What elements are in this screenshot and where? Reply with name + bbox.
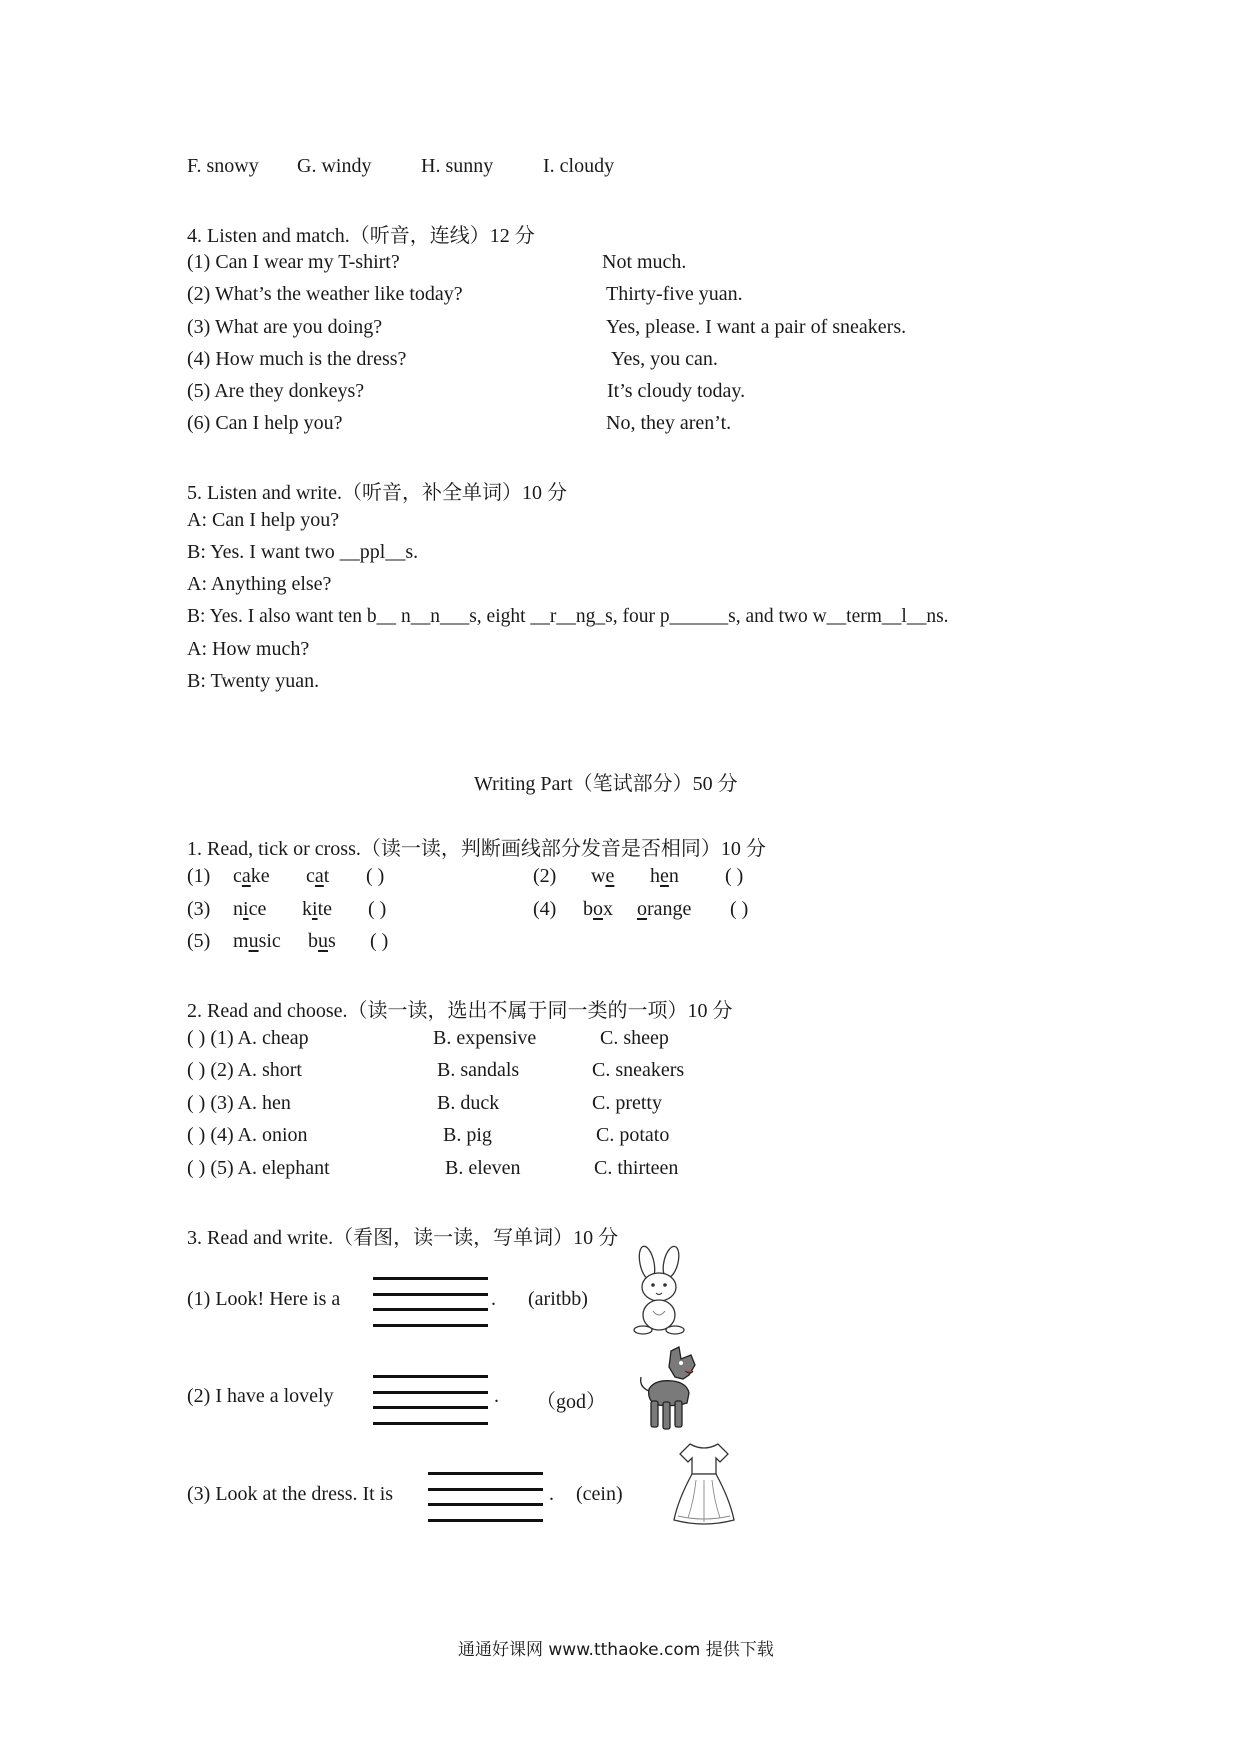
item-number: (1)	[187, 865, 211, 887]
w3-prompt: (1) Look! Here is a	[187, 1288, 341, 1310]
word-pair-second: kite	[302, 898, 332, 920]
w3-heading: 3. Read and write.（看图，读一读，写单词）10 分	[187, 1227, 619, 1249]
match-answer: It’s cloudy today.	[607, 380, 746, 402]
match-answer: Thirty-five yuan.	[606, 283, 743, 305]
scrambled-hint: (cein)	[576, 1483, 623, 1505]
word-pair-second: cat	[306, 865, 330, 887]
word-pair-first: box	[583, 898, 613, 920]
sentence-period: .	[491, 1288, 496, 1310]
word-pair-first: nice	[233, 898, 267, 920]
answer-parentheses[interactable]: ( )	[725, 865, 744, 887]
choice-c: C. sneakers	[592, 1059, 685, 1081]
answer-parentheses[interactable]: ( )	[370, 930, 389, 952]
item-number: (2)	[533, 865, 557, 887]
option-f: F. snowy	[187, 155, 259, 177]
word-pair-first: music	[233, 930, 281, 952]
choice-b: B. duck	[437, 1092, 500, 1114]
dialogue-line: B: Twenty yuan.	[187, 670, 320, 692]
section5-heading: 5. Listen and write.（听音，补全单词）10 分	[187, 482, 567, 504]
dialogue-line: B: Yes. I also want ten b__ n__n___s, eight __r__ng_s, four p______s, and two w__term__l__ns.	[187, 606, 949, 627]
choice-row-prefix[interactable]: ( ) (1) A. cheap	[187, 1027, 309, 1049]
word-pair-first: cake	[233, 865, 270, 887]
choice-c: C. pretty	[592, 1092, 662, 1114]
choice-row-prefix[interactable]: ( ) (2) A. short	[187, 1059, 302, 1081]
writing-part-title: Writing Part（笔试部分）50 分	[474, 773, 738, 795]
footer-credit: 通通好课网 www.tthaoke.com 提供下载	[458, 1640, 774, 1660]
item-number: (3)	[187, 898, 211, 920]
match-answer: No, they aren’t.	[606, 412, 732, 434]
choice-b: B. sandals	[437, 1059, 520, 1081]
w1-heading: 1. Read, tick or cross.（读一读，判断画线部分发音是否相同）10 分	[187, 838, 766, 860]
dialogue-line: A: How much?	[187, 638, 310, 660]
match-question: (4) How much is the dress?	[187, 348, 407, 370]
match-answer: Yes, please. I want a pair of sneakers.	[606, 316, 907, 338]
choice-c: C. sheep	[600, 1027, 669, 1049]
item-number: (5)	[187, 930, 211, 952]
rabbit-icon	[625, 1245, 695, 1337]
w3-prompt: (3) Look at the dress. It is	[187, 1483, 394, 1505]
section4-heading: 4. Listen and match.（听音，连线）12 分	[187, 225, 535, 247]
choice-b: B. expensive	[433, 1027, 537, 1049]
match-answer: Yes, you can.	[611, 348, 718, 370]
match-question: (2) What’s the weather like today?	[187, 283, 463, 305]
word-pair-second: bus	[308, 930, 336, 952]
option-g: G. windy	[297, 155, 372, 177]
dialogue-line: A: Anything else?	[187, 573, 332, 595]
dialogue-line: A: Can I help you?	[187, 509, 340, 531]
sentence-period: .	[494, 1385, 499, 1407]
choice-b: B. pig	[443, 1124, 492, 1146]
answer-parentheses[interactable]: ( )	[366, 865, 385, 887]
choice-row-prefix[interactable]: ( ) (3) A. hen	[187, 1092, 291, 1114]
choice-c: C. thirteen	[594, 1157, 679, 1179]
match-question: (1) Can I wear my T-shirt?	[187, 251, 400, 273]
word-pair-first: we	[591, 865, 615, 887]
w3-prompt: (2) I have a lovely	[187, 1385, 334, 1407]
writing-lines[interactable]	[373, 1277, 488, 1327]
sentence-period: .	[549, 1483, 554, 1505]
choice-row-prefix[interactable]: ( ) (5) A. elephant	[187, 1157, 330, 1179]
choice-row-prefix[interactable]: ( ) (4) A. onion	[187, 1124, 308, 1146]
scrambled-hint: (aritbb)	[528, 1288, 588, 1310]
option-h: H. sunny	[421, 155, 494, 177]
choice-c: C. potato	[596, 1124, 670, 1146]
item-number: (4)	[533, 898, 557, 920]
choice-b: B. eleven	[445, 1157, 521, 1179]
option-i: I. cloudy	[543, 155, 615, 177]
match-question: (3) What are you doing?	[187, 316, 383, 338]
dress-icon	[670, 1440, 738, 1528]
match-question: (6) Can I help you?	[187, 412, 343, 434]
match-question: (5) Are they donkeys?	[187, 380, 365, 402]
writing-lines[interactable]	[373, 1375, 488, 1425]
dialogue-line: B: Yes. I want two __ppl__s.	[187, 541, 419, 563]
dog-icon	[635, 1345, 707, 1435]
answer-parentheses[interactable]: ( )	[730, 898, 749, 920]
w2-heading: 2. Read and choose.（读一读，选出不属于同一类的一项）10 分	[187, 1000, 733, 1022]
word-pair-second: hen	[650, 865, 679, 887]
scrambled-hint: （god）	[536, 1391, 606, 1413]
word-pair-second: orange	[637, 898, 692, 920]
writing-lines[interactable]	[428, 1472, 543, 1522]
answer-parentheses[interactable]: ( )	[368, 898, 387, 920]
match-answer: Not much.	[602, 251, 687, 273]
